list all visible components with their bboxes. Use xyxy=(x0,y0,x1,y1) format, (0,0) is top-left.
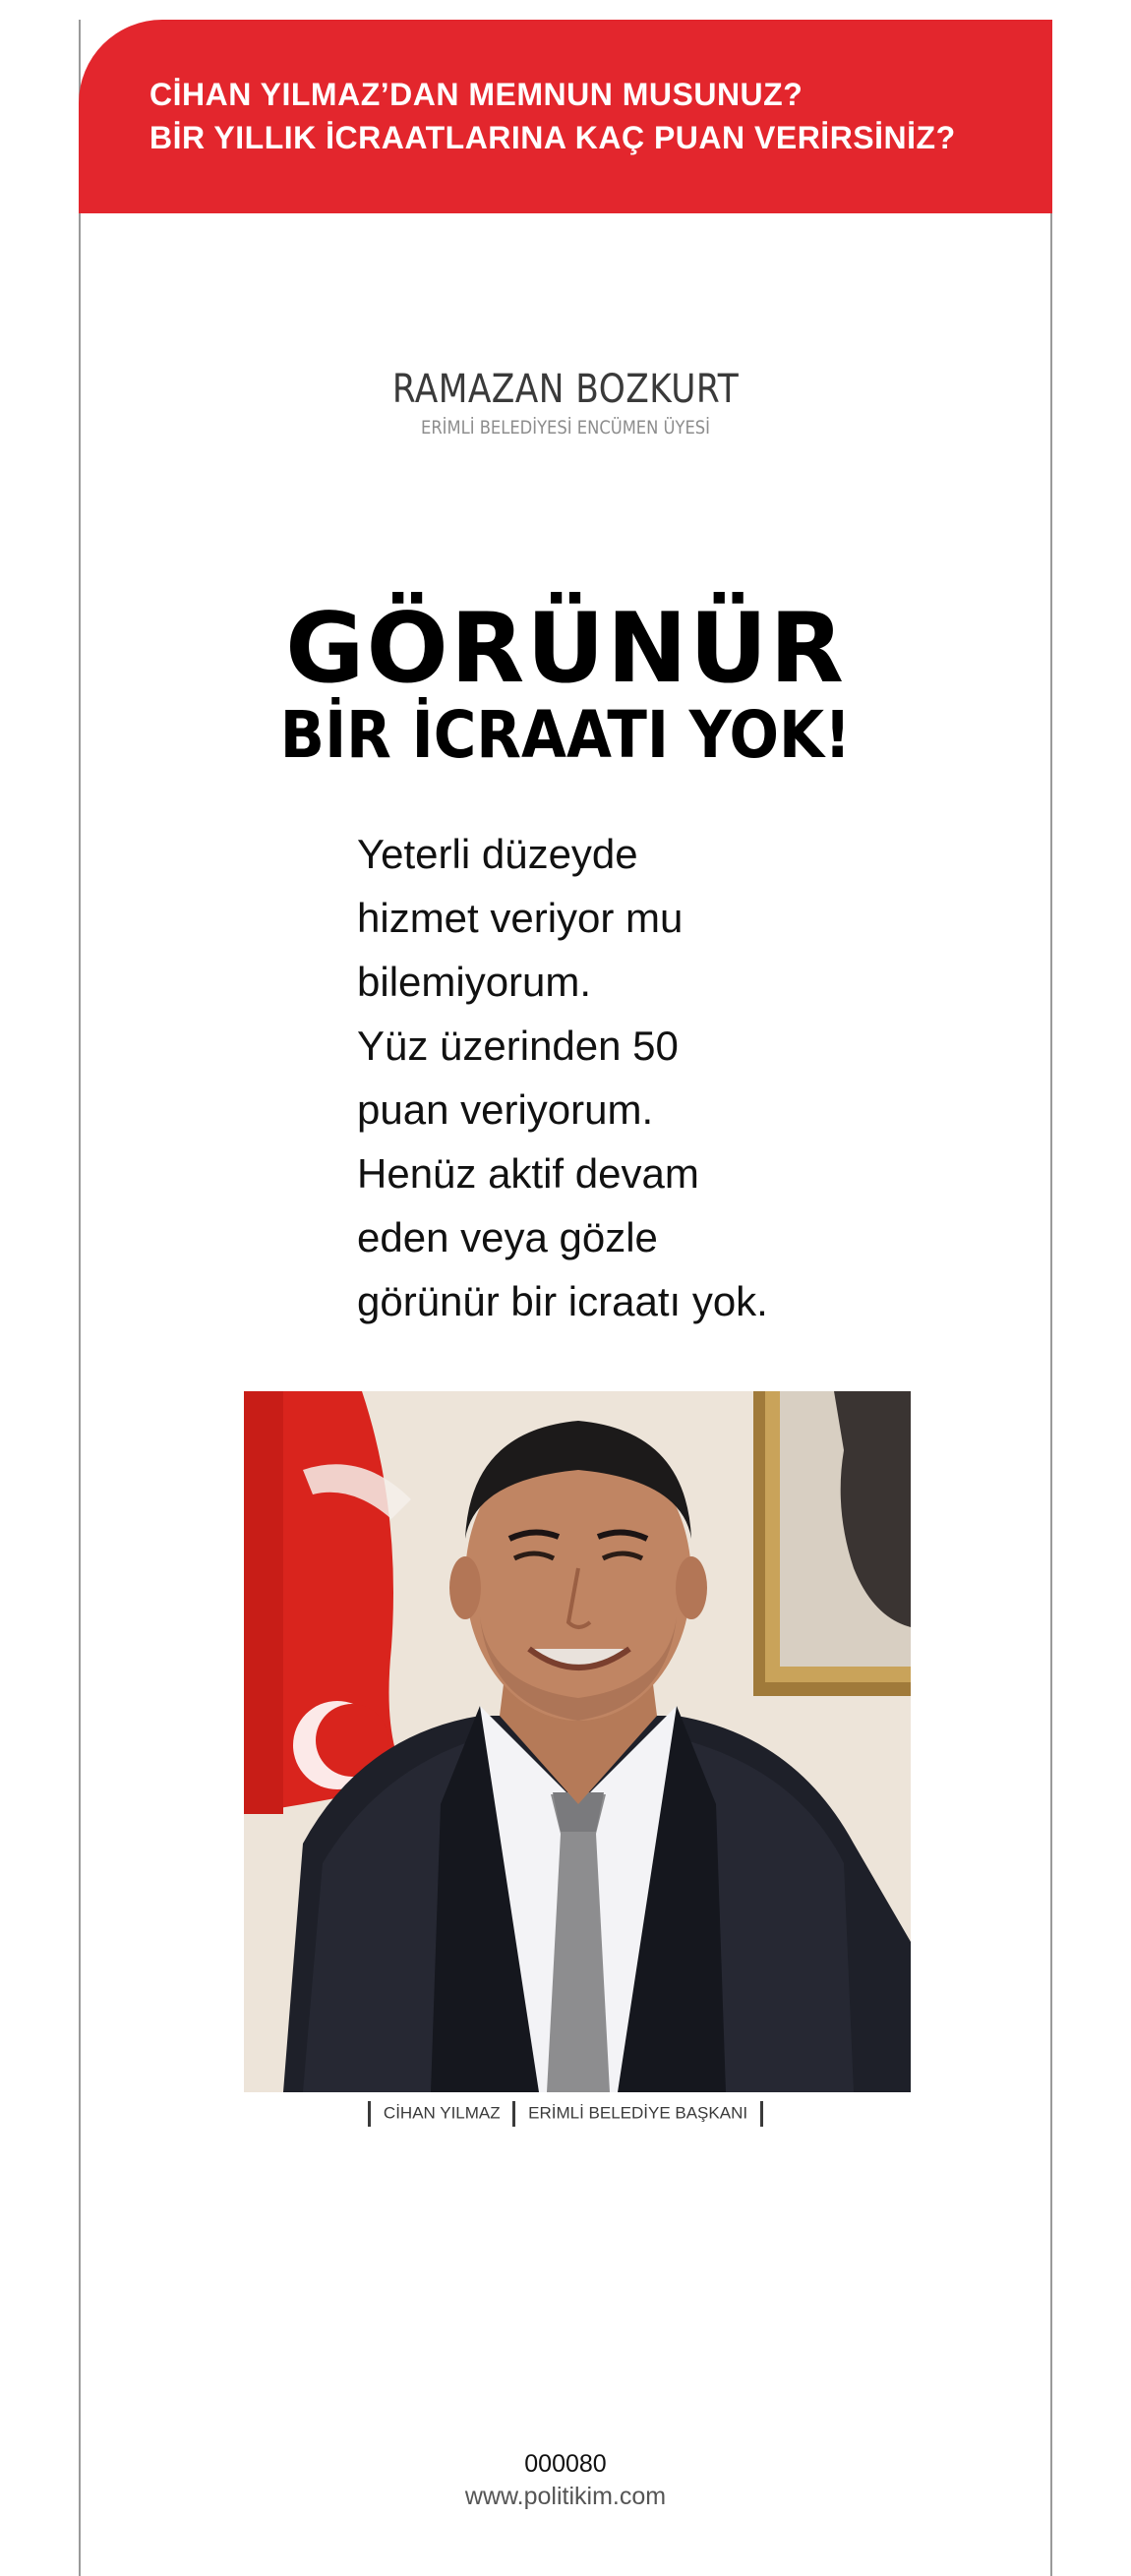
author-block xyxy=(0,366,1131,440)
headline-subtitle: BİR İCRAATI YOK! xyxy=(279,697,852,773)
header-question-line-1: CİHAN YILMAZ’DAN MEMNUN MUSUNUZ? xyxy=(149,77,804,112)
website-link[interactable]: www.politikim.com xyxy=(464,2483,667,2510)
caption-role: ERİMLİ BELEDİYE BAŞKANI xyxy=(528,2103,748,2123)
footer xyxy=(0,2448,1131,2513)
quote-line: puan veriyorum. xyxy=(357,1086,654,1133)
headline-main: GÖRÜNÜR xyxy=(285,593,846,705)
quote-block xyxy=(357,822,868,1333)
photo-caption xyxy=(0,2097,1131,2130)
portrait-photo xyxy=(244,1391,911,2092)
quote-line: hizmet veriyor mu xyxy=(357,895,684,941)
caption-divider xyxy=(368,2101,371,2127)
caption-name: CİHAN YILMAZ xyxy=(383,2103,501,2123)
wall-frame-image xyxy=(753,1391,911,1696)
author-name: RAMAZAN BOZKURT xyxy=(391,367,740,412)
quote-line: Yüz üzerinden 50 xyxy=(357,1023,679,1069)
headline xyxy=(0,593,1131,773)
quote-line: Yeterli düzeyde xyxy=(357,831,638,877)
caption-divider xyxy=(512,2101,515,2127)
author-title: ERİMLİ BELEDİYESİ ENCÜMEN ÜYESİ xyxy=(421,417,710,439)
quote-line: eden veya gözle xyxy=(357,1214,658,1260)
quote-line: görünür bir icraatı yok. xyxy=(357,1278,768,1324)
header-banner xyxy=(79,20,1052,213)
caption-divider xyxy=(760,2101,763,2127)
page-code: 000080 xyxy=(524,2450,607,2478)
quote-line: Henüz aktif devam xyxy=(357,1150,699,1197)
header-question-line-2: BİR YILLIK İCRAATLARINA KAÇ PUAN VERİRSİNİZ? xyxy=(149,120,956,155)
quote-line: bilemiyorum. xyxy=(357,959,592,1005)
